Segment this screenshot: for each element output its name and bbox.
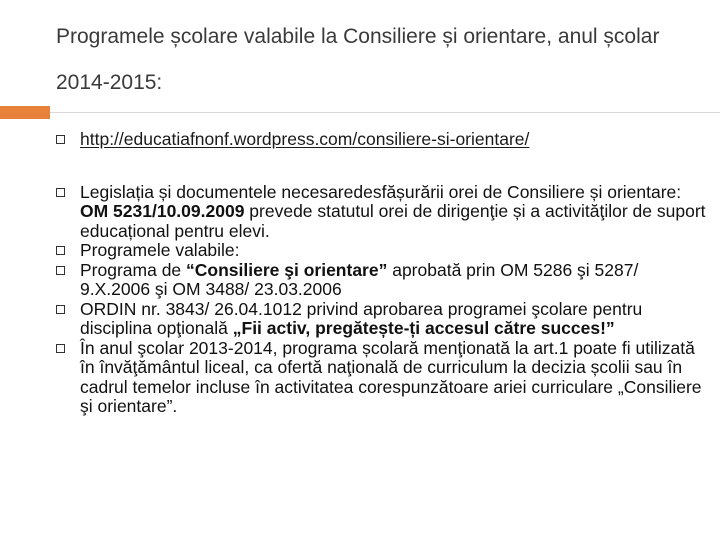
list-item-program-approved bbox=[56, 261, 706, 300]
title-divider bbox=[50, 112, 720, 113]
slide-title: Programele școlare valabile la Consiliere și orientare, anul școlar 2014-2015: bbox=[56, 25, 660, 94]
square-bullet-icon bbox=[56, 344, 65, 353]
order-course-title: „Fii activ, pregătește-ți accesul către succes!” bbox=[232, 318, 615, 338]
programs-text: Programele valabile: bbox=[80, 240, 240, 260]
square-bullet-icon bbox=[56, 305, 65, 314]
program-approved-title: “Consiliere şi orientare” bbox=[186, 259, 388, 280]
legislation-text-end: prevede statutul orei de dirigenţie și a activităţilor de suport educațional pentru elevi. bbox=[80, 201, 706, 241]
order-text: ORDIN nr. 3843/ 26.04.1012 privind aprobarea programei şcolare pentru disciplina opţională bbox=[80, 298, 643, 338]
list-item-programs bbox=[56, 241, 706, 261]
program-approved-text-end: aprobată prin OM 5286 şi 5287/ 9.X.2006 şi OM 3488/ 23.03.2006 bbox=[80, 259, 639, 299]
title-accent-bar bbox=[0, 106, 50, 119]
square-bullet-icon bbox=[56, 266, 65, 275]
legislation-order-number: OM 5231/10.09.2009 bbox=[80, 201, 245, 221]
consiliere-link[interactable]: http://educatiafnonf.wordpress.com/consiliere-si-orientare/ bbox=[80, 129, 530, 149]
list-item-link bbox=[56, 130, 706, 150]
bullet-list bbox=[56, 128, 706, 417]
list-item-school-year bbox=[56, 339, 706, 417]
program-approved-text: Programa de bbox=[80, 259, 187, 280]
list-item-legislation bbox=[56, 183, 706, 242]
square-bullet-icon bbox=[56, 135, 65, 144]
school-year-text: În anul şcolar 2013-2014, programa școlară menţionată la art.1 poate fi utilizată în învăţământul liceal, ca ofertă naţională de curriculum la decizia școlii sau în cadrul temelor incluse în activitatea corespunzătoare ariei curriculare „Consiliere şi orientare”. bbox=[80, 337, 702, 416]
square-bullet-icon bbox=[56, 246, 65, 255]
legislation-text: Legislația și documentele necesaredesfășurării orei de Consiliere și orientare: bbox=[80, 181, 682, 202]
square-bullet-icon bbox=[56, 188, 65, 197]
list-item-order bbox=[56, 300, 706, 339]
